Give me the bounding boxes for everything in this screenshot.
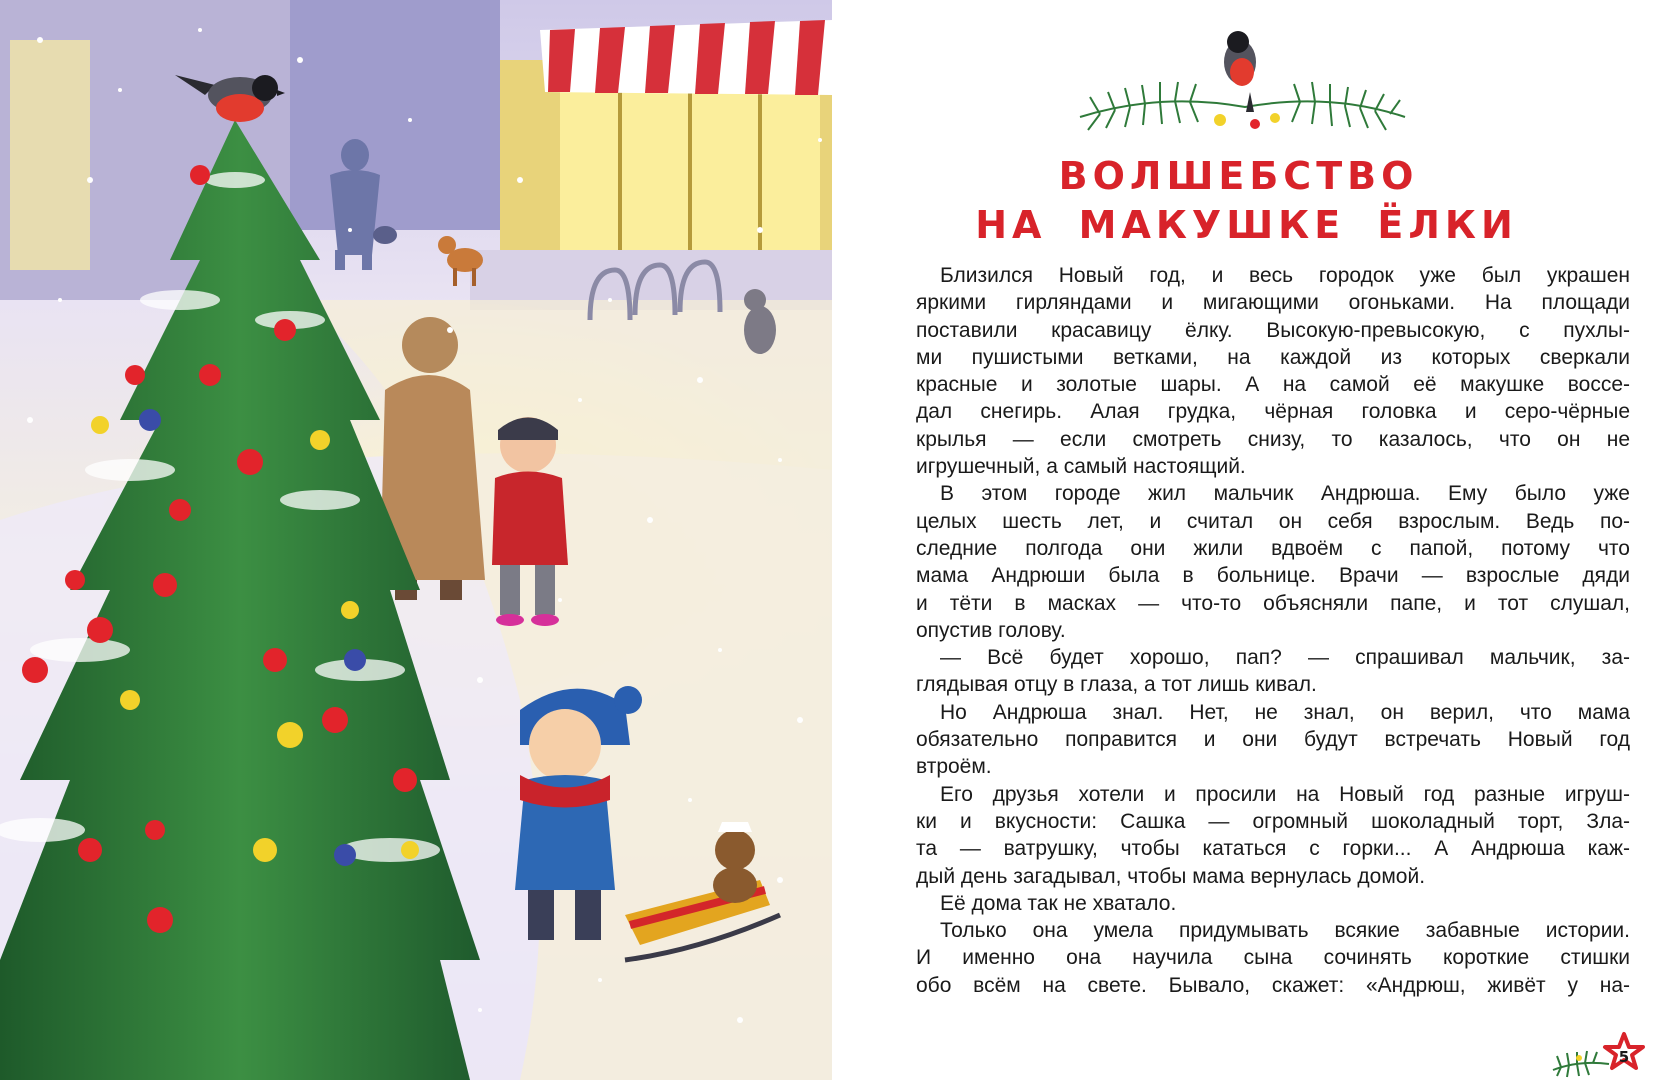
text-line: обязательно поправится и они будут встречать Новый год	[916, 728, 1630, 752]
text-line: Его друзья хотели и просили на Новый год разные игруш-	[940, 782, 1630, 806]
text-line: обо всём на свете. Бывало, скажет: «Андрюш, живёт у на-	[916, 973, 1630, 997]
page-title-line-1: ВОЛШЕБСТВО	[1058, 154, 1419, 198]
text-line: и тёти в масках — что-то объясняли папе, и тот слушал,	[916, 591, 1630, 615]
text-line: втроём.	[916, 755, 992, 779]
text-line: поставили красавицу ёлку. Высокую-превысокую, с пухлы-	[916, 318, 1630, 342]
story-page	[832, 0, 1653, 1080]
text-line: следние полгода они жили вдвоём с папой, потому что	[916, 536, 1630, 560]
text-line: дал снегирь. Алая грудка, чёрная головка и серо-чёрные	[916, 400, 1630, 424]
text-line: целых шесть лет, и считал он себя взрослым. Ведь по-	[916, 509, 1630, 533]
text-line: та — ватрушку, чтобы кататься с горки... А Андрюша каж-	[916, 837, 1630, 861]
text-line: — Всё будет хорошо, пап? — спрашивал мальчик, за-	[940, 646, 1630, 670]
text-line: яркими гирляндами и мигающими огоньками. На площади	[916, 291, 1630, 315]
text-line: дый день загадывал, чтобы мама вернулась домой.	[916, 864, 1426, 888]
text-line: опустив голову.	[916, 618, 1066, 642]
text-line: красные и золотые шары. А на самой её макушке воссе-	[916, 373, 1630, 397]
bullfinch-on-pine-branch-icon	[1070, 22, 1415, 152]
striped-awning	[540, 20, 832, 95]
story-body	[916, 262, 1630, 999]
text-line: И именно она научила сына сочинять короткие стишки	[916, 946, 1630, 970]
page-number: 5	[1618, 1048, 1630, 1066]
page-title-line-2: НА МАКУШКЕ ЁЛКИ	[975, 203, 1518, 247]
text-line: Но Андрюша знал. Нет, не знал, он верил, что мама	[940, 700, 1630, 724]
text-line: крылья — если смотреть снизу, то казалось, что он не	[916, 427, 1630, 451]
text-line: В этом городе жил мальчик Андрюша. Ему было уже	[940, 482, 1630, 506]
text-line: ки и вкусности: Сашка — огромный шоколадный торт, Зла-	[916, 809, 1630, 833]
text-line: Только она умела придумывать всякие забавные истории.	[940, 919, 1630, 943]
text-line: мама Андрюши была в больнице. Врачи — взрослые дяди	[916, 564, 1630, 588]
text-line: игрушечный, а самый настоящий.	[916, 455, 1246, 479]
text-line: Близился Новый год, и весь городок уже был украшен	[940, 264, 1630, 287]
text-line: ми пушистыми ветками, на каждой из которых сверкали	[916, 345, 1630, 369]
text-line: Её дома так не хватало.	[940, 891, 1177, 915]
text-line: глядывая отцу в глаза, а тот лишь кивал.	[916, 673, 1317, 697]
